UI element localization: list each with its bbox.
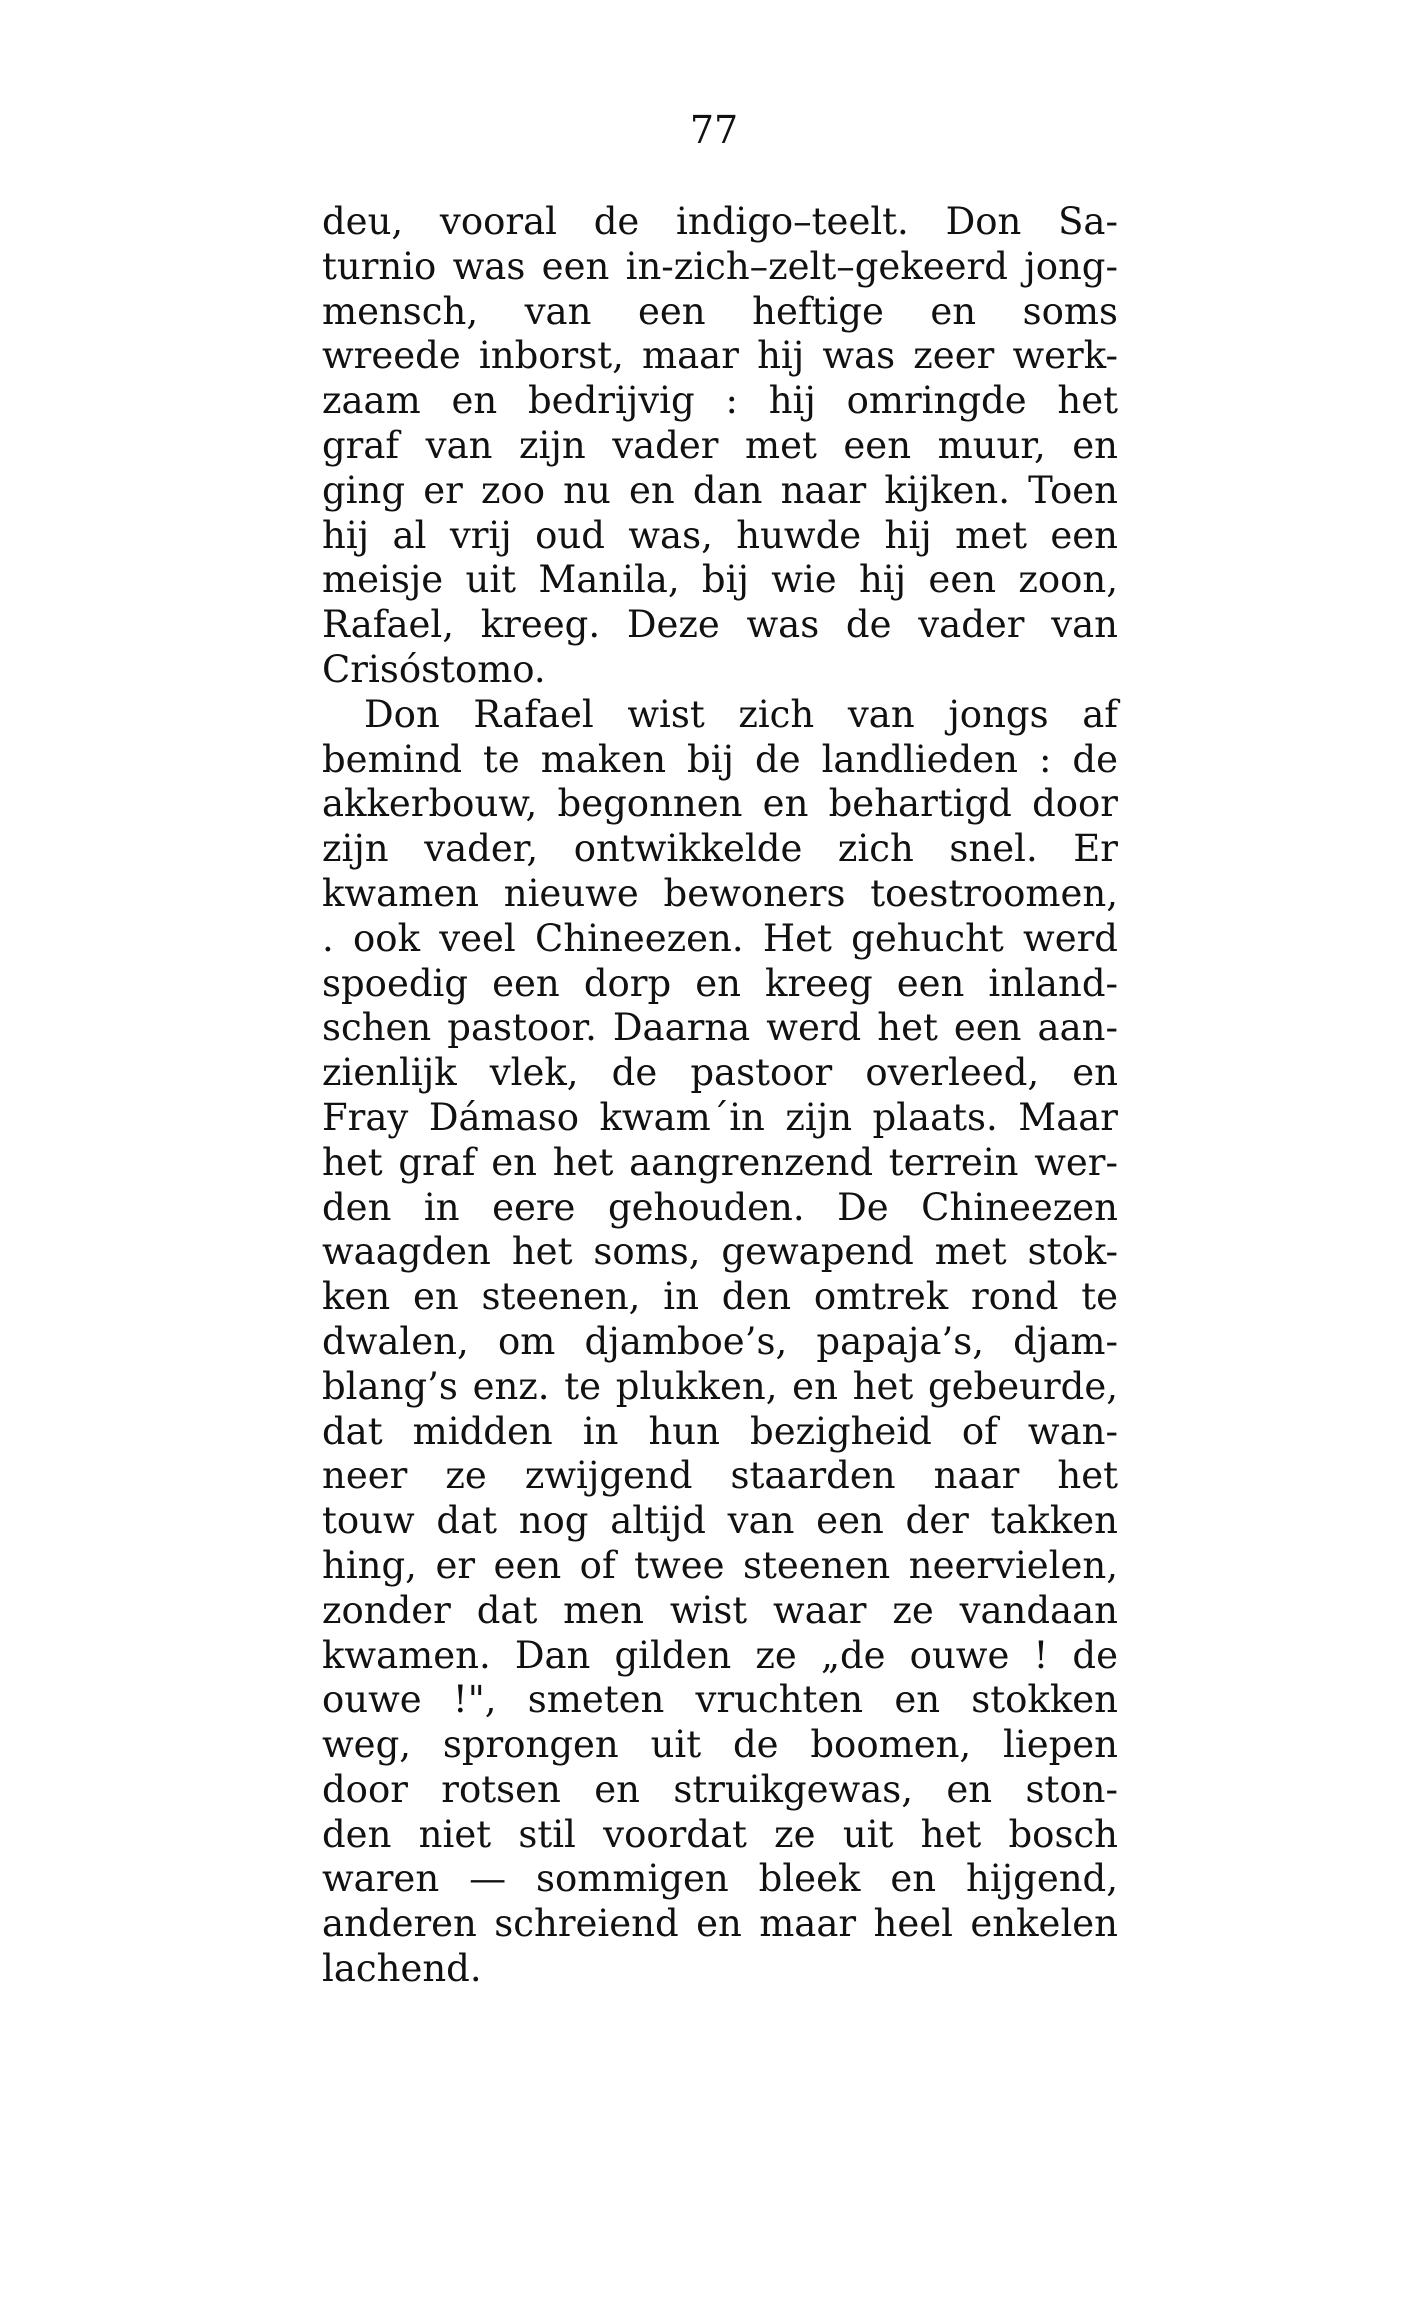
text-line: akkerbouw, begonnen en behartigd door	[322, 782, 1118, 826]
body-text	[322, 200, 1118, 1992]
paragraph-start-line: Don Rafael wist zich van jongs af	[364, 692, 1118, 736]
text-line: ken en steenen, in den omtrek rond te	[322, 1275, 1118, 1319]
text-line: bemind te maken bij de landlieden : de	[322, 737, 1118, 781]
text-line: zaam en bedrijvig : hij omringde het	[322, 379, 1118, 423]
paragraph-end-line: lachend.	[322, 1947, 482, 1991]
text-line: touw dat nog altijd van een der takken	[322, 1499, 1118, 1543]
text-line: deu, vooral de indigo–teelt. Don Sa-	[322, 200, 1118, 243]
text-line: spoedig een dorp en kreeg een inland-	[322, 961, 1118, 1005]
text-line: turnio was een in-zich–zelt–gekeerd jong-	[322, 244, 1118, 288]
paragraph-end-line: Crisóstomo.	[322, 647, 546, 691]
text-line: waagden het soms, gewapend met stok-	[322, 1230, 1118, 1274]
text-line: wreede inborst, maar hij was zeer werk-	[322, 334, 1118, 378]
text-line: graf van zijn vader met een muur, en	[322, 423, 1118, 467]
text-line: mensch, van een heftige en soms	[322, 289, 1118, 333]
text-line: neer ze zwijgend staarden naar het	[322, 1454, 1118, 1498]
text-line: ging er zoo nu en dan naar kijken. Toen	[322, 468, 1118, 512]
text-line: door rotsen en struikgewas, en ston-	[322, 1767, 1118, 1811]
text-line: ouwe !", smeten vruchten en stokken	[322, 1678, 1118, 1722]
text-line: den niet stil voordat ze uit het bosch	[322, 1812, 1118, 1856]
page-number: 77	[689, 108, 739, 152]
text-line: waren — sommigen bleek en hijgend,	[322, 1857, 1118, 1901]
text-line: . ook veel Chineezen. Het gehucht werd	[322, 916, 1118, 960]
text-line: het graf en het aangrenzend terrein wer-	[322, 1140, 1118, 1184]
text-line: Rafael, kreeg. Deze was de vader van	[322, 603, 1118, 647]
text-line: blang’s enz. te plukken, en het gebeurde,	[322, 1364, 1118, 1408]
text-line: dwalen, om djamboe’s, papaja’s, djam-	[322, 1319, 1118, 1363]
text-line: kwamen nieuwe bewoners toestroomen,	[322, 871, 1118, 915]
text-line: Fray Dámaso kwam´in zijn plaats. Maar	[322, 1095, 1118, 1139]
text-line: zijn vader, ontwikkelde zich snel. Er	[322, 827, 1118, 871]
text-line: zonder dat men wist waar ze vandaan	[322, 1588, 1118, 1632]
text-line: schen pastoor. Daarna werd het een aan-	[322, 1006, 1118, 1050]
text-line: zienlijk vlek, de pastoor overleed, en	[322, 1051, 1118, 1095]
text-line: hing, er een of twee steenen neervielen,	[322, 1543, 1118, 1587]
text-line: meisje uit Manila, bij wie hij een zoon,	[322, 558, 1118, 602]
text-line: dat midden in hun bezigheid of wan-	[322, 1409, 1118, 1453]
text-line: weg, sprongen uit de boomen, liepen	[322, 1723, 1118, 1767]
text-line: den in eere gehouden. De Chineezen	[322, 1185, 1118, 1229]
text-line: hij al vrij oud was, huwde hij met een	[322, 513, 1118, 557]
text-line: anderen schreiend en maar heel enkelen	[322, 1902, 1118, 1946]
text-line: kwamen. Dan gilden ze „de ouwe ! de	[322, 1633, 1118, 1677]
